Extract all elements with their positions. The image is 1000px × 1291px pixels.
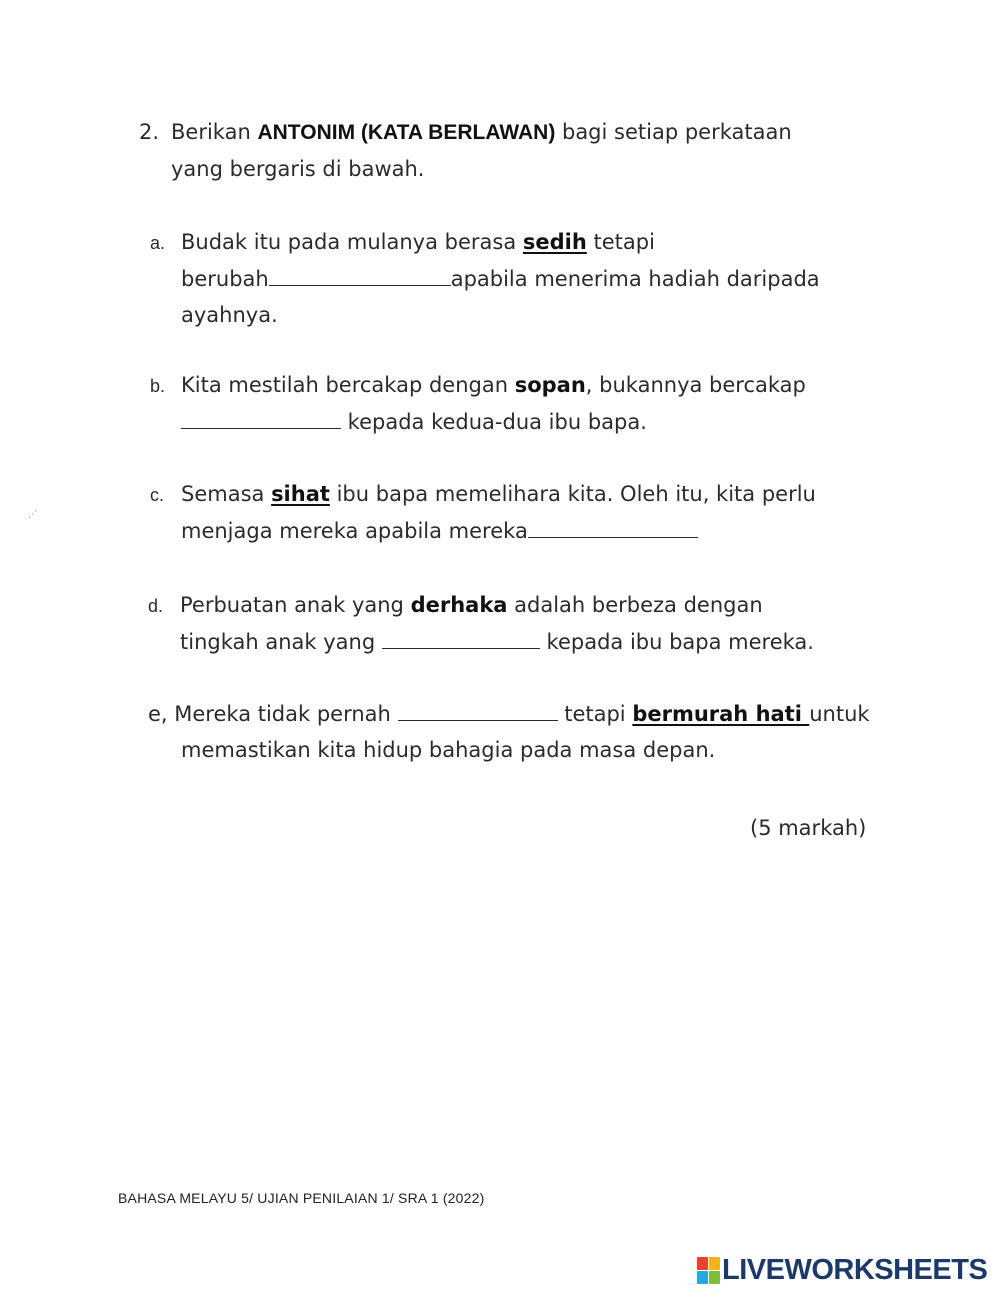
logo-square-yellow [709,1257,720,1270]
item-e-line2: memastikan kita hidup bahagia pada masa depan. [181,738,716,762]
item-e-text: e, Mereka tidak pernah [148,702,398,726]
scan-speck: ⋰ [28,510,37,520]
instruction-keyword: ANTONIM (KATA BERLAWAN) [257,121,556,144]
item-a-line3: ayahnya. [181,303,278,327]
item-d-line2 [180,628,814,655]
item-d-text: Perbuatan anak yang [180,593,411,617]
item-c-text-end: ibu bapa memelihara kita. Oleh itu, kita perlu [329,482,816,506]
item-c-letter: c. [150,485,165,505]
item-c-text2: menjaga mereka apabila mereka [181,519,528,543]
question-number: 2. [139,120,160,144]
liveworksheets-icon [697,1257,719,1283]
item-c-answer-blank[interactable] [528,517,698,538]
item-b-text2: kepada kedua-dua ibu bapa. [341,410,647,434]
logo-square-blue [697,1271,708,1284]
item-a-text: Budak itu pada mulanya berasa [181,230,523,254]
item-a-text3: apabila menerima hadiah daripada [450,267,820,291]
item-d-text-end: adalah berbeza dengan [507,593,763,617]
item-b-text-end: , bukannya bercakap [585,373,806,397]
item-e-keyword: bermurah hati [632,702,810,726]
liveworksheets-logo [697,1253,987,1287]
instruction-text-end: bagi setiap perkataan [555,120,792,144]
item-d-text2: tingkah anak yang [180,630,382,654]
item-e-answer-blank[interactable] [398,700,558,721]
item-b-keyword: sopan [514,373,586,397]
instruction-text: Berikan [171,120,258,144]
item-a-letter: a. [150,233,166,253]
item-b-line1 [181,372,806,398]
item-e-line1 [148,700,870,727]
item-d-answer-blank[interactable] [382,628,540,649]
item-a-line2 [181,265,820,292]
item-b-answer-blank[interactable] [181,408,341,429]
item-a-answer-blank[interactable] [269,265,451,286]
logo-square-green [709,1271,720,1284]
item-e-text-mid: tetapi [557,702,633,726]
item-d-letter: d. [148,596,164,616]
item-b-letter: b. [150,376,166,396]
brand-name: LIVEWORKSHEETS [722,1253,988,1286]
item-b-line2 [181,408,647,435]
item-a-text-end: tetapi [586,230,655,254]
item-d-line1 [180,592,763,618]
item-c-line2 [181,517,698,544]
item-a-line1 [181,229,655,255]
question-instruction [171,119,792,146]
logo-square-red [697,1257,708,1270]
item-c-text: Semasa [181,482,272,506]
item-a-keyword: sedih [522,230,587,254]
marks-label: (5 markah) [750,816,867,840]
item-d-keyword: derhaka [410,593,508,617]
item-e-text-end: untuk [809,702,870,726]
item-a-text2: berubah [181,267,269,291]
footer-text: BAHASA MELAYU 5/ UJIAN PENILAIAN 1/ SRA 1 (2022) [118,1190,485,1206]
item-c-line1 [181,481,816,507]
item-d-text3: kepada ibu bapa mereka. [539,630,814,654]
item-c-keyword: sihat [271,482,330,506]
item-b-text: Kita mestilah bercakap dengan [181,373,515,397]
question-instruction-line2: yang bergaris di bawah. [171,157,425,181]
